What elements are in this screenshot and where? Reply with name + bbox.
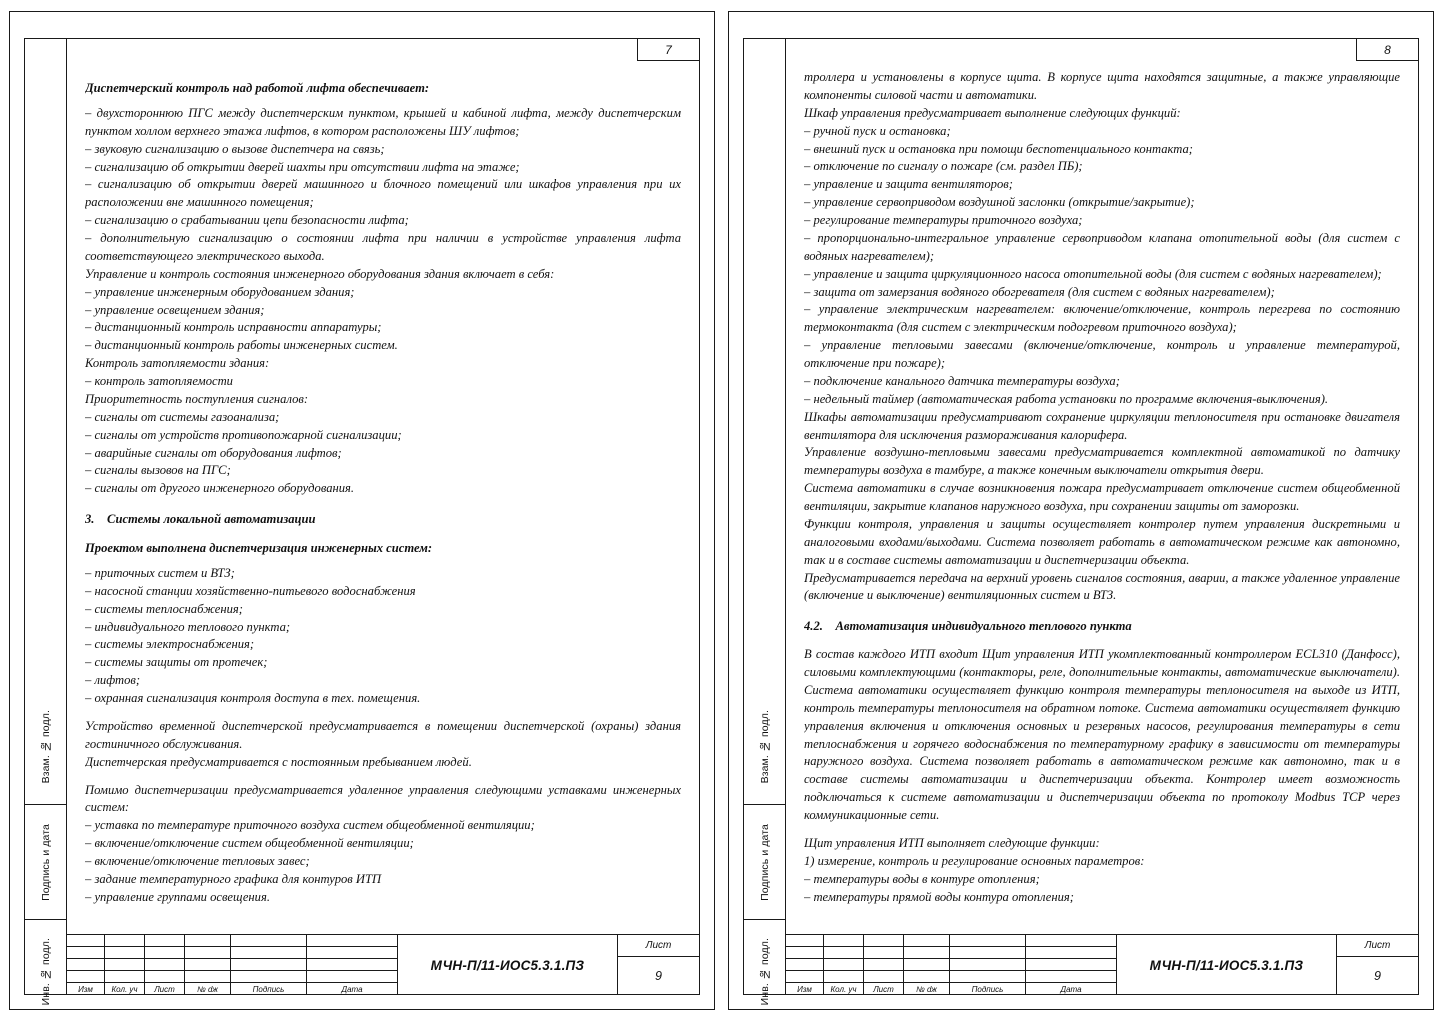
- tb-cell: [1026, 935, 1116, 946]
- title-block-row: [67, 935, 397, 947]
- tb-header-koluch: Кол. уч: [824, 983, 864, 995]
- tb-cell: [1026, 971, 1116, 982]
- tb-cell: [786, 971, 824, 982]
- paragraph: Приоритетность поступления сигналов:: [85, 391, 309, 406]
- tb-cell: [231, 947, 307, 958]
- tb-cell: [904, 959, 950, 970]
- tb-cell: [950, 971, 1026, 982]
- tb-cell: [145, 935, 185, 946]
- paragraph: – уставка по температуре приточного воздуха систем общеобменной вентиляции;: [85, 818, 535, 833]
- tb-cell: [185, 947, 231, 958]
- paragraph: – сигнализацию об открытии дверей машинного и блочного помещений или шкафов управления при их расположении вне машинного помещения;: [85, 177, 681, 210]
- paragraph: – управление электрическим нагревателем: включение/отключение, контроль перегрева по состоянию термоконтакта (для систем с электрическим подогревом приточного воздуха);: [804, 302, 1400, 335]
- tb-cell: [904, 947, 950, 958]
- tb-cell: [67, 935, 105, 946]
- paragraph: – сигналы от устройств противопожарной сигнализации;: [85, 427, 402, 442]
- paragraph: – сигнализацию о срабатывании цепи безопасности лифта;: [85, 213, 409, 228]
- paragraph: Шкафы автоматизации предусматривают сохранение циркуляции теплоносителя при остановке двигателя вентилятора для исключения размораживания калорифера.: [804, 409, 1400, 442]
- sheet-box-right: [1336, 935, 1418, 995]
- tb-cell: [950, 935, 1026, 946]
- paragraph: – температуры прямой воды контура отопления;: [804, 889, 1074, 904]
- paragraph: – системы теплоснабжения;: [85, 601, 243, 616]
- tb-cell: [864, 959, 904, 970]
- tb-cell: [185, 959, 231, 970]
- tb-cell: [145, 971, 185, 982]
- tb-cell: [185, 971, 231, 982]
- title-block-header-row: [67, 983, 397, 995]
- tb-cell: [185, 935, 231, 946]
- paragraph: Диспетчерский контроль над работой лифта обеспечивает:: [85, 81, 430, 95]
- stamp-cell-vzam: Взам. № подл.: [744, 690, 785, 805]
- tb-header-data: Дата: [341, 984, 363, 994]
- stamp-cell-inv: Инв. № подл.: [758, 938, 771, 1006]
- paragraph: – защита от замерзания водяного обогревателя (для систем с водяных нагревателем);: [804, 284, 1275, 299]
- tb-cell: [950, 947, 1026, 958]
- tb-cell: [1026, 947, 1116, 958]
- paragraph: – температуры воды в контуре отопления;: [804, 871, 1040, 886]
- drawing-code-left: МЧН-П/11-ИОС5.3.1.ПЗ: [397, 935, 617, 995]
- tb-cell: [824, 935, 864, 946]
- stamp-cell-podpis: Подпись и дата: [744, 805, 785, 920]
- paragraph: – лифтов;: [85, 673, 141, 688]
- page-frame-right: [785, 38, 1419, 995]
- paragraph: Контроль затопляемости здания:: [85, 356, 270, 371]
- paragraph: – сигнализацию об открытии дверей шахты при отсутствии лифта на этаже;: [85, 159, 520, 174]
- page-body-left: [85, 69, 681, 904]
- tb-header-list: Лист: [864, 983, 904, 995]
- drawing-code-right: МЧН-П/11-ИОС5.3.1.ПЗ: [1116, 935, 1336, 995]
- sheet-box-left: [617, 935, 699, 995]
- paragraph: – охранная сигнализация контроля доступа в тех. помещения.: [85, 691, 421, 705]
- paragraph: – индивидуального теплового пункта;: [85, 619, 291, 634]
- tb-cell: [786, 947, 824, 958]
- paragraph: – управление инженерным оборудованием здания;: [85, 284, 355, 299]
- tb-cell: [864, 935, 904, 946]
- paragraph: – двухстороннюю ПГС между диспетчерским пунктом, крышей и кабиной лифта, между диспетчерским пунктом холлом верхнего этажа лифтов, в котором расположены ШУ лифтов;: [85, 105, 681, 138]
- sheet-label-right: Лист: [1337, 935, 1418, 957]
- paragraph: Управление воздушно-тепловыми завесами предусматривается комплектной автоматикой по датчику температуры воздуха в тамбуре, а также конечным выключатели открытия двери.: [804, 445, 1400, 478]
- paragraph: Проектом выполнена диспетчеризация инженерных систем:: [85, 541, 433, 555]
- paragraph: – звуковую сигнализацию о вызове диспетчера на связь;: [85, 141, 385, 156]
- stamp-column-left: [24, 38, 66, 1006]
- tb-cell: [864, 947, 904, 958]
- paragraph: – недельный таймер (автоматическая работа установки по программе включения-выключения).: [804, 391, 1329, 406]
- title-block-row: [786, 947, 1116, 959]
- tb-cell: [824, 959, 864, 970]
- paragraph: В состав каждого ИТП входит Щит управления ИТП укомплектованный контроллером ECL310 (Данфосс), силовыми комплектующими (контакторы, реле, дополнительные контакты, автоматические выключатели). Система автоматики осуществляет функцию контроля температуры теплоносителя на выходе из ИТП, контроль температуры теплоносителя на обратном потоке. Система автоматики осуществляет функцию управления включения и отключения основных и резервных насосов, регулирования температуры в сети теплоснабжения и горячего водоснабжения по температурному графику в зависимости от температуры наружного воздуха. Система позволяет работать в автоматическом режиме как автономно, так и в составе системы автоматизации и диспетчеризации объекта. Контролер имеет возможность подключаться к системе автоматизации и диспетчеризации объекта по протоколу Modbus TCP через коммуникационные сети.: [804, 647, 1400, 822]
- tb-cell: [307, 959, 397, 970]
- tb-cell: [231, 959, 307, 970]
- paragraph: Функции контроля, управления и защиты осуществляет контролер путем управления дискретными и аналоговыми входами/выходами. Система позволяет работать в автоматическом режиме как автономно, так и в составе системы автоматизации и диспетчеризации объекта.: [804, 516, 1400, 567]
- sheet-value-right: 9: [1374, 968, 1381, 983]
- paragraph: – системы защиты от протечек;: [85, 655, 268, 670]
- stamp-column-right: [743, 38, 785, 1006]
- tb-header-podpis: Подпись: [950, 983, 1026, 995]
- title-block-right: [786, 934, 1418, 994]
- tb-cell: [307, 971, 397, 982]
- paragraph: – включение/отключение тепловых завес;: [85, 854, 310, 868]
- paragraph: Щит управления ИТП выполняет следующие функции:: [804, 835, 1100, 850]
- paragraph: – управление сервоприводом воздушной заслонки (открытие/закрытие);: [804, 195, 1195, 210]
- tb-cell: [307, 947, 397, 958]
- tb-cell: [105, 935, 145, 946]
- paragraph: – отключение по сигналу о пожаре (см. раздел ПБ);: [804, 159, 1083, 174]
- page-number-right: 8: [1356, 39, 1418, 61]
- paragraph: – пропорционально-интегральное управление сервоприводом клапана отопительной воды (для систем с водяных нагревателем);: [804, 230, 1400, 263]
- title-block-row: [67, 971, 397, 983]
- paragraph: – внешний пуск и остановка при помощи беспотенциального контакта;: [804, 141, 1193, 156]
- paragraph: троллера и установлены в корпусе щита. В корпусе щита находятся защитные, а также управляющие компоненты силовой части и автоматики.: [804, 70, 1400, 102]
- paragraph: 4.2. Автоматизация индивидуального теплового пункта: [804, 619, 1132, 634]
- tb-header-izm: Изм: [786, 983, 824, 995]
- paragraph: – сигналы от системы газоанализа;: [85, 409, 280, 424]
- paragraph: – подключение канального датчика температуры воздуха;: [804, 373, 1120, 388]
- tb-cell: [105, 959, 145, 970]
- title-block-left: [67, 934, 699, 994]
- paragraph: – дистанционный контроль исправности аппаратуры;: [85, 320, 382, 335]
- paragraph: Управление и контроль состояния инженерного оборудования здания включает в себя:: [85, 266, 555, 281]
- tb-cell: [67, 971, 105, 982]
- sheet-value-left: 9: [655, 968, 662, 983]
- tb-cell: [824, 947, 864, 958]
- tb-cell: [67, 959, 105, 970]
- title-block-grid-right: [786, 935, 1116, 995]
- paragraph: – управление тепловыми завесами (включение/отключение, контроль и управление температурой, отключение при пожаре);: [804, 338, 1400, 370]
- document-page-right: [728, 11, 1434, 1010]
- document-page-left: [9, 11, 715, 1010]
- title-block-row: [67, 959, 397, 971]
- tb-cell: [904, 971, 950, 982]
- tb-cell: [105, 971, 145, 982]
- tb-cell: [145, 959, 185, 970]
- paragraph: – дополнительную сигнализацию о состоянии лифта при наличии в устройстве управления лифта соответствующего электрического выхода.: [85, 231, 681, 263]
- tb-cell: [231, 935, 307, 946]
- paragraph: – управление и защита вентиляторов;: [804, 177, 1013, 192]
- paragraph: Предусматривается передача на верхний уровень сигналов состояния, аварии, а также удаленное управление (включение и выключение) вентиляционных систем и ВТЗ.: [804, 570, 1400, 603]
- title-block-row: [786, 959, 1116, 971]
- paragraph: – управление освещением здания;: [85, 302, 265, 317]
- paragraph: – управление группами освещения.: [85, 889, 270, 904]
- paragraph: – приточных систем и ВТЗ;: [85, 565, 235, 580]
- tb-header-podpis: Подпись: [231, 983, 307, 995]
- tb-header-list: Лист: [145, 983, 185, 995]
- tb-cell: [824, 971, 864, 982]
- paragraph: Диспетчерская предусматривается с постоянным пребыванием людей.: [85, 754, 472, 769]
- tb-cell: [950, 959, 1026, 970]
- paragraph: – ручной пуск и остановка;: [804, 123, 951, 138]
- page-number-left: 7: [637, 39, 699, 61]
- paragraph: – регулирование температуры приточного воздуха;: [804, 213, 1083, 227]
- tb-header-izm: Изм: [67, 983, 105, 995]
- tb-cell: [786, 935, 824, 946]
- title-block-row: [786, 971, 1116, 983]
- stamp-cell-vzam: Взам. № подл.: [25, 690, 66, 805]
- title-block-row: [786, 935, 1116, 947]
- paragraph: 3. Системы локальной автоматизации: [85, 512, 316, 527]
- tb-cell: [786, 959, 824, 970]
- paragraph: – дистанционный контроль работы инженерных систем.: [85, 338, 398, 353]
- title-block-row: [67, 947, 397, 959]
- paragraph: – задание температурного графика для контуров ИТП: [85, 871, 382, 886]
- paragraph: Шкаф управления предусматривает выполнение следующих функций:: [804, 105, 1181, 120]
- paragraph: – аварийные сигналы от оборудования лифтов;: [85, 445, 342, 460]
- paragraph: Система автоматики в случае возникновения пожара предусматривает отключение систем общеобменной вентиляции, закрытие клапанов наружного воздуха, при сохранении защиты от заморозки.: [804, 481, 1400, 513]
- tb-header-ndok: № dж: [904, 983, 950, 995]
- tb-header-data: Дата: [1060, 984, 1082, 994]
- paragraph: – сигналы вызовов на ПГС;: [85, 463, 231, 478]
- tb-cell: [105, 947, 145, 958]
- paragraph: – насосной станции хозяйственно-питьевого водоснабжения: [85, 583, 416, 598]
- paragraph: Помимо диспетчеризации предусматривается удаленное управления следующими уставками инженерных систем:: [85, 782, 681, 815]
- tb-cell: [864, 971, 904, 982]
- tb-header-koluch: Кол. уч: [105, 983, 145, 995]
- page-frame-left: [66, 38, 700, 995]
- tb-header-ndok: № dж: [185, 983, 231, 995]
- paragraph: – управление и защита циркуляционного насоса отопительной воды (для систем с водяных нагревателем);: [804, 266, 1382, 281]
- paragraph: Устройство временной диспетчерской предусматривается в помещении диспетчерской (охраны) здания гостиничного обслуживания.: [85, 718, 681, 751]
- tb-cell: [1026, 959, 1116, 970]
- sheet-label-left: Лист: [618, 935, 699, 957]
- stamp-cell-podpis: Подпись и дата: [25, 805, 66, 920]
- tb-cell: [231, 971, 307, 982]
- title-block-grid-left: [67, 935, 397, 995]
- stamp-cell-inv: Инв. № подл.: [39, 938, 52, 1006]
- paragraph: – контроль затопляемости: [85, 374, 233, 388]
- paragraph: – системы электроснабжения;: [85, 637, 255, 652]
- tb-cell: [67, 947, 105, 958]
- page-body-right: [804, 69, 1400, 904]
- paragraph: – сигналы от другого инженерного оборудования.: [85, 481, 355, 496]
- title-block-header-row: [786, 983, 1116, 995]
- paragraph: 1) измерение, контроль и регулирование основных параметров:: [804, 853, 1145, 868]
- tb-cell: [904, 935, 950, 946]
- tb-cell: [145, 947, 185, 958]
- tb-cell: [307, 935, 397, 946]
- paragraph: – включение/отключение систем общеобменной вентиляции;: [85, 836, 414, 851]
